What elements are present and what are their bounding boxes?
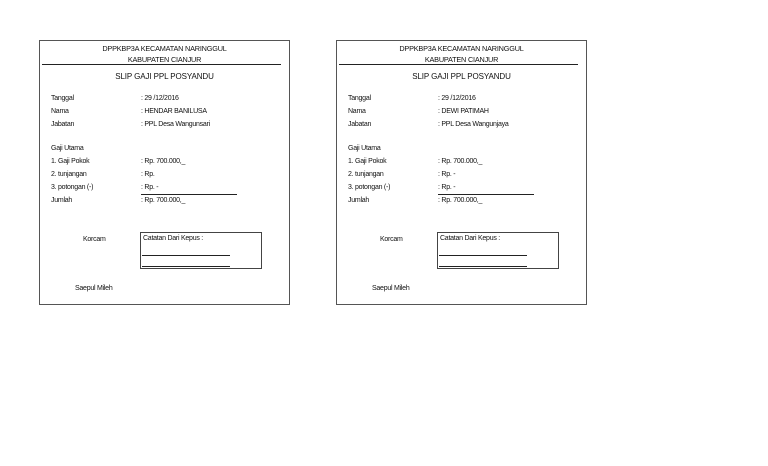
notes-line (439, 255, 527, 256)
base-salary-label: 1. Gaji Pokok (348, 158, 387, 165)
header-divider (42, 64, 281, 65)
org-name: DPPKBP3A KECAMATAN NARINGGUL (102, 44, 227, 53)
allowance-value: : Rp. (141, 171, 155, 178)
notes-label: Catatan Dari Kepus : (440, 235, 500, 242)
base-salary-value: : Rp. 700.000,_ (141, 158, 186, 165)
base-salary-label: 1. Gaji Pokok (51, 158, 90, 165)
org-region: KABUPATEN CIANJUR (127, 55, 202, 64)
total-value: : Rp. 700.000,_ (141, 197, 186, 204)
date-value: : 29 /12/2016 (438, 95, 476, 102)
payslip-card (336, 40, 587, 305)
name-value: : HENDAR BANILUSA (141, 108, 207, 115)
allowance-label: 2. tunjangan (51, 171, 87, 178)
signatory-name: Saepul Mileh (372, 285, 410, 292)
deduction-value: : Rp. - (438, 184, 456, 191)
signatory-name: Saepul Mileh (75, 285, 113, 292)
name-label: Nama (348, 108, 366, 115)
korcam-label: Korcam (83, 236, 106, 243)
org-region: KABUPATEN CIANJUR (424, 55, 499, 64)
position-label: Jabatan (348, 121, 372, 128)
total-value: : Rp. 700.000,_ (438, 197, 483, 204)
salary-section-label: Gaji Utama (51, 145, 84, 152)
deduction-label: 3. potongan (-) (51, 184, 94, 191)
sum-divider (141, 194, 237, 195)
slip-title: SLIP GAJI PPL POSYANDU (115, 72, 214, 81)
name-value: : DEWI PATIMAH (438, 108, 489, 115)
notes-label: Catatan Dari Kepus : (143, 235, 203, 242)
name-label: Nama (51, 108, 69, 115)
date-label: Tanggal (51, 95, 74, 102)
notes-line (439, 266, 527, 267)
position-value: : PPL Desa Wangunjaya (438, 121, 509, 128)
date-label: Tanggal (348, 95, 371, 102)
position-value: : PPL Desa Wangunsari (141, 121, 210, 128)
slip-title: SLIP GAJI PPL POSYANDU (412, 72, 511, 81)
org-name: DPPKBP3A KECAMATAN NARINGGUL (399, 44, 524, 53)
total-label: Jumlah (348, 197, 370, 204)
sum-divider (438, 194, 534, 195)
date-value: : 29 /12/2016 (141, 95, 179, 102)
header-divider (339, 64, 578, 65)
position-label: Jabatan (51, 121, 75, 128)
allowance-value: : Rp. - (438, 171, 456, 178)
total-label: Jumlah (51, 197, 73, 204)
notes-box (437, 232, 559, 269)
salary-section-label: Gaji Utama (348, 145, 381, 152)
notes-box (140, 232, 262, 269)
notes-line (142, 266, 230, 267)
base-salary-value: : Rp. 700.000,_ (438, 158, 483, 165)
deduction-value: : Rp. - (141, 184, 159, 191)
korcam-label: Korcam (380, 236, 403, 243)
deduction-label: 3. potongan (-) (348, 184, 391, 191)
allowance-label: 2. tunjangan (348, 171, 384, 178)
payslip-card (39, 40, 290, 305)
notes-line (142, 255, 230, 256)
